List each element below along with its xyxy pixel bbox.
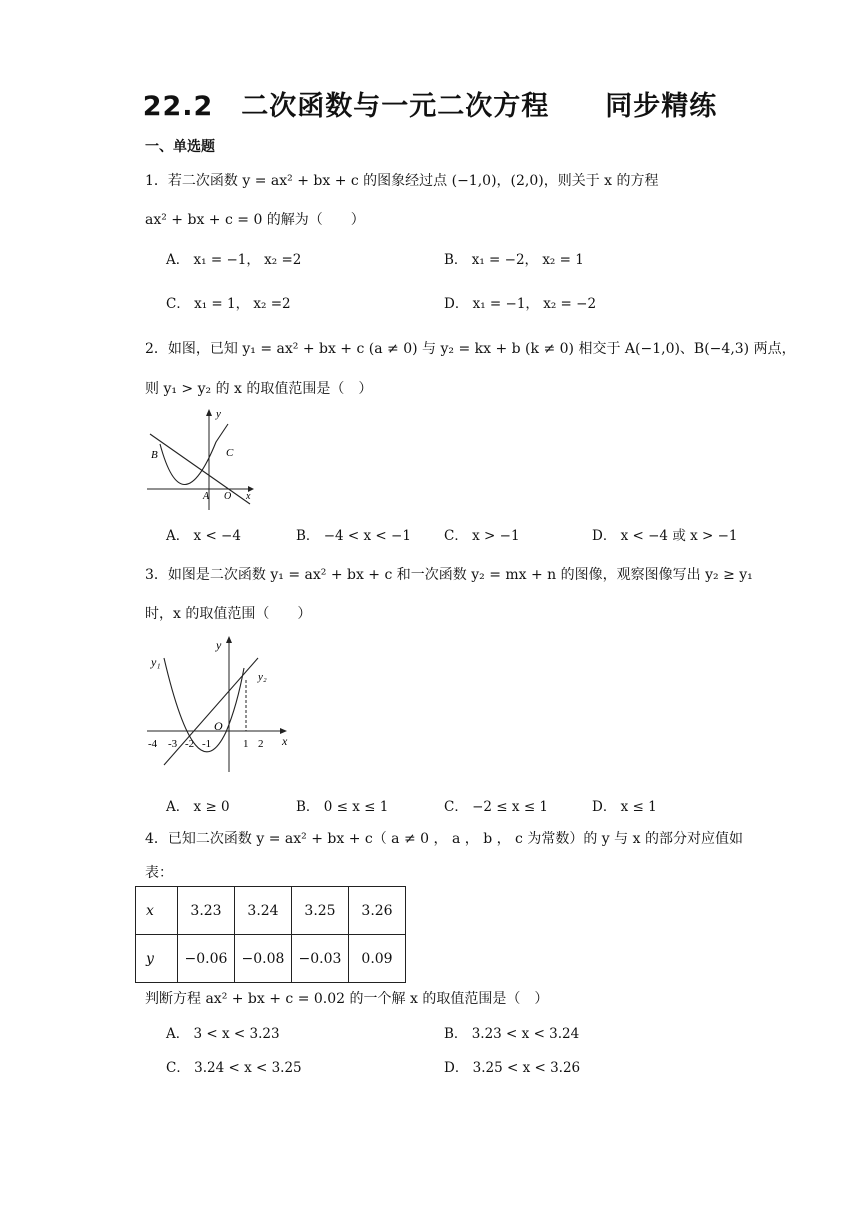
q3-option-c[interactable]: C． −2 ≤ x ≤ 1: [444, 799, 549, 815]
table-cell: 0.09: [349, 935, 406, 983]
q3-graph-origin-label: O: [214, 719, 223, 733]
q3-graph-tick-2: 2: [258, 738, 264, 750]
q2-graph-a-label: A: [203, 491, 210, 502]
q2-line1: 2．如图，已知 y₁ = ax² + bx + c (a ≠ 0) 与 y₂ = kx + b (k ≠ 0) 相交于 A(−1,0)、B(−4,3) 两点，: [145, 341, 796, 357]
q4-option-a[interactable]: A． 3 < x < 3.23: [166, 1026, 280, 1042]
q3-graph-y2-label: y₂: [258, 671, 267, 683]
q3-graph-tick-1: 1: [243, 738, 249, 750]
q1-option-b[interactable]: B． x₁ = −2， x₂ = 1: [444, 252, 584, 268]
q1-option-d[interactable]: D． x₁ = −1， x₂ = −2: [444, 296, 597, 312]
q2-option-b[interactable]: B． −4 < x < −1: [296, 528, 411, 544]
q2-graph-origin-label: O: [224, 491, 232, 502]
table-cell: −0.06: [178, 935, 235, 983]
q4-option-c[interactable]: C． 3.24 < x < 3.25: [166, 1060, 302, 1076]
section-heading: 一、单选题: [145, 139, 215, 155]
table-cell: −0.03: [292, 935, 349, 983]
q2-option-d[interactable]: D． x < −4 或 x > −1: [592, 528, 738, 544]
q3-graph-tick-minus4: -4: [148, 738, 158, 750]
q1-line2: ax² + bx + c = 0 的解为（ ）: [145, 212, 365, 228]
q1-line1: 1．若二次函数 y = ax² + bx + c 的图象经过点 (−1,0)，(2,0)，则关于 x 的方程: [145, 173, 659, 189]
q3-graph-tick-minus2: -2: [185, 738, 195, 750]
q4-line3: 判断方程 ax² + bx + c = 0.02 的一个解 x 的取值范围是（ ）: [145, 991, 549, 1007]
table-cell: 3.23: [178, 887, 235, 935]
q2-line2: 则 y₁ > y₂ 的 x 的取值范围是（ ）: [145, 381, 373, 397]
q2-graph: [142, 406, 260, 514]
q3-graph: [142, 632, 302, 774]
q2-graph-b-label: B: [151, 449, 158, 461]
table-cell: 3.24: [235, 887, 292, 935]
table-header-x: x: [136, 887, 178, 935]
q3-graph-y1-label: y₁: [151, 655, 161, 669]
page-title: 22.2 二次函数与一元二次方程 同步精练: [142, 91, 718, 122]
q4-option-d[interactable]: D． 3.25 < x < 3.26: [444, 1060, 581, 1076]
table-cell: −0.08: [235, 935, 292, 983]
table-cell: 3.25: [292, 887, 349, 935]
q1-option-a[interactable]: A． x₁ = −1， x₂ =2: [166, 252, 302, 268]
q2-graph-x-label: x: [246, 491, 251, 502]
q2-graph-y-label: y: [216, 408, 221, 420]
q3-option-a[interactable]: A． x ≥ 0: [166, 799, 230, 815]
q3-line2: 时，x 的取值范围（ ）: [145, 606, 312, 622]
q1-option-c[interactable]: C． x₁ = 1， x₂ =2: [166, 296, 291, 312]
q3-graph-tick-minus3: -3: [168, 738, 178, 750]
q2-graph-c-label: C: [226, 447, 234, 459]
q2-option-c[interactable]: C． x > −1: [444, 528, 520, 544]
table-row: [136, 887, 406, 935]
q3-option-d[interactable]: D． x ≤ 1: [592, 799, 657, 815]
q2-option-a[interactable]: A． x < −4: [166, 528, 241, 544]
q3-line1: 3．如图是二次函数 y₁ = ax² + bx + c 和一次函数 y₂ = mx + n 的图像，观察图像写出 y₂ ≥ y₁: [145, 567, 753, 583]
table-header-y: y: [136, 935, 178, 983]
q3-option-b[interactable]: B． 0 ≤ x ≤ 1: [296, 799, 389, 815]
table-cell: 3.26: [349, 887, 406, 935]
table-row: [136, 935, 406, 983]
q3-graph-x-label: x: [282, 734, 288, 748]
q4-line1: 4．已知二次函数 y = ax² + bx + c（ a ≠ 0 ， a ， b ， c 为常数）的 y 与 x 的部分对应值如: [145, 831, 743, 847]
q3-graph-tick-minus1: -1: [202, 738, 212, 750]
value-table: [135, 886, 406, 983]
q3-graph-y-label: y: [216, 638, 222, 652]
q4-option-b[interactable]: B． 3.23 < x < 3.24: [444, 1026, 580, 1042]
q4-line2: 表：: [145, 865, 173, 881]
